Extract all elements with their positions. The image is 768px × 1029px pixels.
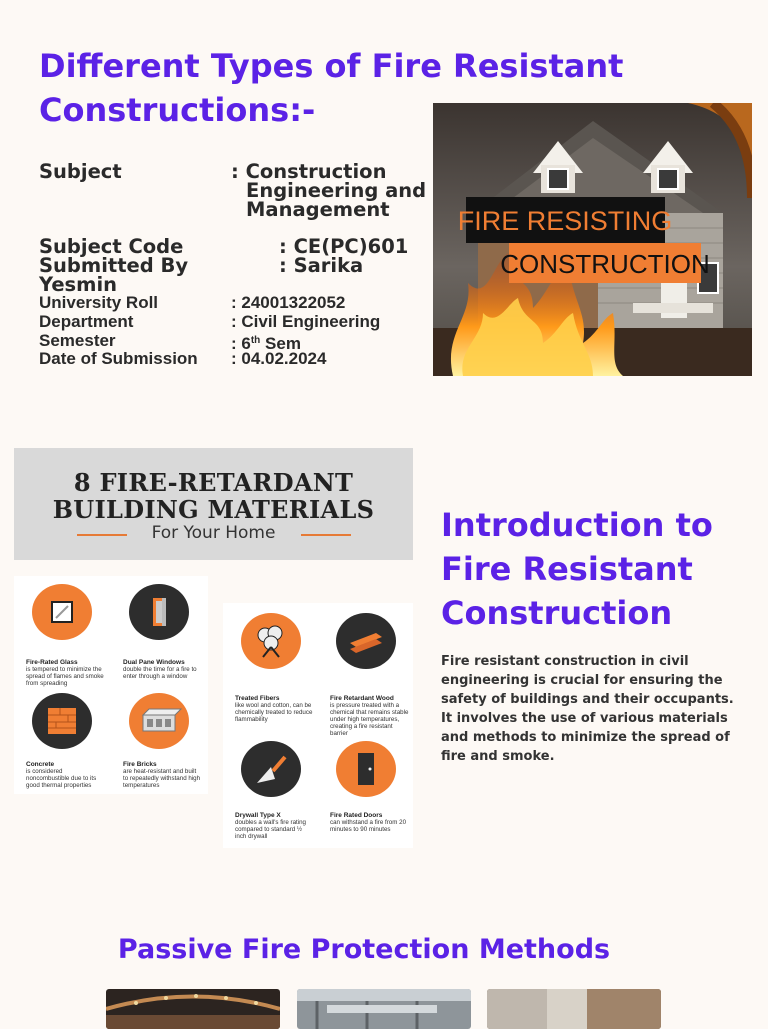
department-value: : Civil Engineering (231, 312, 381, 331)
materials-panel-1: Fire-Rated Glass is tempered to minimize the spread of flames and smoke from spreading Dual Pane Windows double the time for a fire to enter through a window Concrete is considered noncombustible due to its good thermal properties Fire Bricks are heat-resistant and built to repeatedly withstand high temperatures (14, 576, 208, 794)
passive-photo-1 (106, 989, 280, 1029)
passive-title: Passive Fire Protection Methods (117, 934, 611, 965)
divider-right (301, 534, 351, 536)
subject-code-value: : CE(PC)601 (279, 235, 409, 258)
subject-value-2: Engineering and (246, 179, 427, 202)
infographic-subtitle: For Your Home (151, 523, 276, 543)
materials-panel-2: Treated Fibers like wool and cotton, can be chemically treated to reduce flammability Fire Retardant Wood is pressure treated with a chemical that remains stable under high temperatures, creating a fire resistant barrier Drywall Type X doubles a wall's fire rating compared to standard ½ inch drywall Fire Rated Doors can withstand a fire from 20 minutes to 90 minutes (223, 603, 413, 848)
submitted-by-label-2: Yesmin (39, 273, 118, 296)
concrete-icon (32, 693, 92, 749)
brick-icon (129, 693, 189, 749)
infographic-title-2: BUILDING MATERIALS (52, 495, 375, 524)
trowel-icon (241, 741, 301, 797)
submission-date-label: Date of Submission (39, 349, 198, 368)
sign-line1: FIRE RESISTING (457, 206, 673, 236)
submission-date-value: : 04.02.2024 (231, 349, 327, 368)
submitted-by-value: : Sarika (279, 254, 364, 277)
sign-line2: CONSTRUCTION (500, 249, 710, 279)
infographic-header (14, 448, 413, 560)
window-icon (129, 584, 189, 640)
passive-photo-2 (297, 989, 471, 1029)
university-roll-label: University Roll (39, 293, 159, 312)
subject-code-label: Subject Code (39, 235, 184, 258)
intro-text: Fire resistant construction in civil engineering is crucial for ensuring the safety of buildings and their occupants. It involves the use of various materials and methods to minimize the spread of fire and smoke. (441, 654, 734, 764)
submitted-by-label: Submitted By (39, 254, 189, 277)
university-roll-value: : 24001322052 (231, 293, 346, 312)
glass-icon (32, 584, 92, 640)
department-label: Department (39, 312, 134, 331)
door-icon (336, 741, 396, 797)
wood-icon (336, 613, 396, 669)
passive-photo-3 (487, 989, 661, 1029)
subject-label: Subject (39, 160, 122, 183)
semester-value: : 6th Sem (231, 334, 301, 353)
semester-label: Semester (39, 331, 116, 350)
fire-resisting-construction-image (433, 103, 752, 376)
page-title: Different Types of Fire Resistant Constructions:- (39, 47, 624, 129)
intro-title: Introduction to Fire Resistant Construction (441, 506, 713, 632)
subject-value-1: : Construction (231, 160, 387, 183)
infographic-title-1: 8 FIRE-RETARDANT (73, 468, 354, 497)
subject-value-3: Management (246, 198, 390, 221)
cotton-icon (241, 613, 301, 669)
